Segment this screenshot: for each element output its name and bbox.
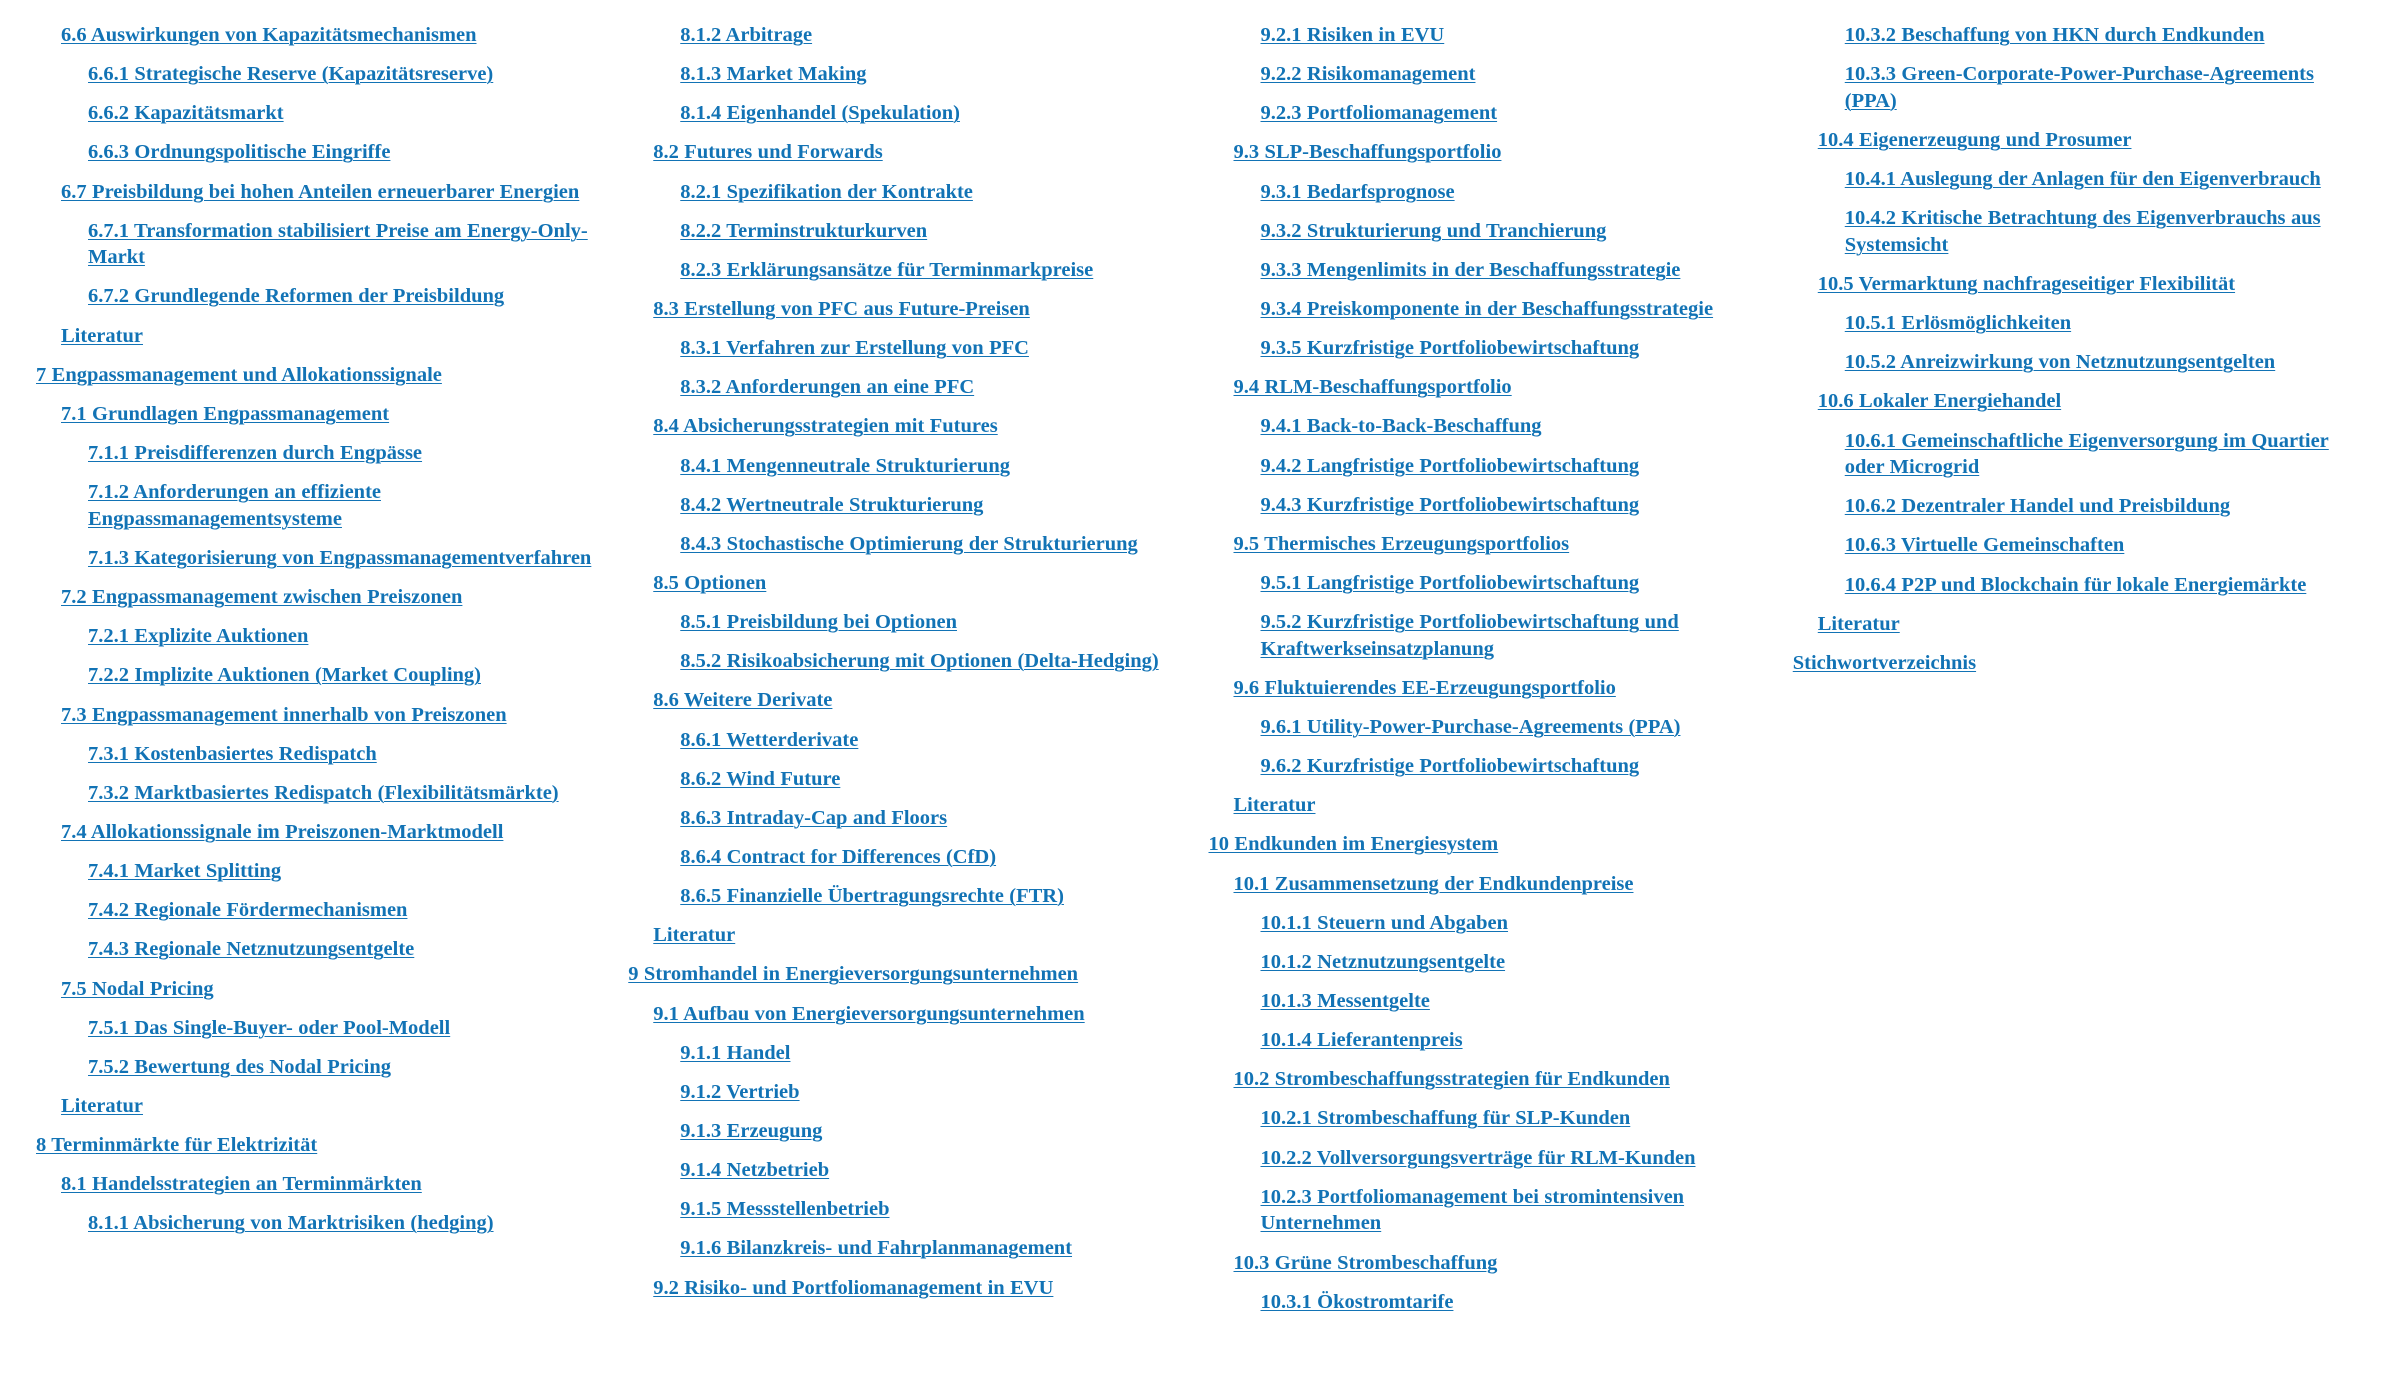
toc-entry[interactable]: 8.2.2 Terminstrukturkurven (680, 219, 928, 242)
toc-entry[interactable]: 10.2.1 Strombeschaffung für SLP-Kunden (1260, 1107, 1631, 1130)
toc-entry[interactable]: 9.3.2 Strukturierung und Tranchierung (1260, 219, 1607, 242)
toc-entry[interactable]: 10.2.2 Vollversorgungsverträge für RLM-Kunden (1260, 1146, 1696, 1169)
toc-entry[interactable]: 10.5 Vermarktung nachfrageseitiger Flexibilität (1817, 272, 2236, 295)
toc-entry[interactable]: 10.6.1 Gemeinschaftliche Eigenversorgung im Quartier oder Microgrid (1844, 429, 2329, 479)
toc-entry[interactable]: 10.1.4 Lieferantenpreis (1260, 1029, 1463, 1052)
toc-entry[interactable]: 8.2.3 Erklärungsansätze für Terminmarkpreise (680, 258, 1094, 281)
toc-column-4 (1771, 22, 2351, 1376)
toc-entry[interactable]: 10.1.1 Steuern und Abgaben (1260, 911, 1509, 934)
toc-entry[interactable]: 10.6 Lokaler Energiehandel (1817, 390, 2062, 413)
toc-entry[interactable]: 9.3 SLP-Beschaffungsportfolio (1233, 141, 1502, 164)
toc-entry[interactable]: 9.5 Thermisches Erzeugungsportfolios (1233, 532, 1570, 555)
toc-entry[interactable]: 9.3.4 Preiskomponente in der Beschaffungsstrategie (1260, 297, 1714, 320)
toc-entry[interactable]: Literatur (653, 924, 736, 947)
toc-entry[interactable]: 7.1 Grundlagen Engpassmanagement (61, 402, 390, 425)
toc-entry[interactable]: Literatur (61, 1094, 143, 1117)
toc-entry[interactable]: 9.1.4 Netzbetrieb (680, 1159, 830, 1182)
toc-entry[interactable]: 9.4 RLM-Beschaffungsportfolio (1233, 376, 1512, 399)
toc-entry[interactable]: 10.3.2 Beschaffung von HKN durch Endkunden (1844, 24, 2265, 46)
toc-entry[interactable]: 8.1.1 Absicherung von Marktrisiken (hedging) (88, 1212, 494, 1235)
toc-entry[interactable]: 8.2 Futures und Forwards (653, 141, 883, 164)
toc-entry[interactable]: 10.6.4 P2P und Blockchain für lokale Energiemärkte (1844, 573, 2307, 596)
toc-entry[interactable]: 9.4.3 Kurzfristige Portfoliobewirtschaftung (1260, 493, 1640, 516)
toc-entry[interactable]: 9.1.5 Messstellenbetrieb (680, 1198, 890, 1221)
toc-entry[interactable]: 10.1.2 Netznutzungsentgelte (1260, 950, 1506, 973)
toc-entry[interactable]: 7.3 Engpassmanagement innerhalb von Preiszonen (61, 703, 507, 726)
toc-entry[interactable]: 9.6.2 Kurzfristige Portfoliobewirtschaftung (1260, 755, 1640, 778)
toc-entry[interactable]: 6.6 Auswirkungen von Kapazitätsmechanismen (61, 24, 477, 46)
toc-entry[interactable]: Literatur (1817, 612, 1900, 635)
toc-entry[interactable]: 9.1.2 Vertrieb (680, 1080, 800, 1103)
toc-entry[interactable]: 8.1.3 Market Making (680, 63, 867, 86)
toc-entry[interactable]: 7.2.1 Explizite Auktionen (88, 625, 309, 648)
toc-entry[interactable]: 9.6.1 Utility-Power-Purchase-Agreements (PPA) (1260, 716, 1681, 739)
toc-entry[interactable]: 7.1.1 Preisdifferenzen durch Engpässe (88, 442, 423, 465)
toc-entry[interactable]: 9.5.2 Kurzfristige Portfoliobewirtschaftung und Kraftwerkseinsatzplanung (1260, 611, 1679, 660)
toc-column-1 (30, 22, 610, 1376)
toc-entry[interactable]: 7.1.2 Anforderungen an effiziente Engpassmanagementsysteme (88, 481, 381, 530)
toc-entry[interactable]: 10.4 Eigenerzeugung und Prosumer (1817, 128, 2132, 151)
toc-entry[interactable]: 10.5.2 Anreizwirkung von Netznutzungsentgelten (1844, 351, 2276, 374)
toc-entry[interactable]: 7.3.1 Kostenbasiertes Redispatch (88, 742, 377, 765)
toc-entry[interactable]: 8.1.4 Eigenhandel (Spekulation) (680, 102, 960, 125)
toc-entry[interactable]: 6.6.2 Kapazitätsmarkt (88, 102, 284, 125)
toc-entry[interactable]: 7.1.3 Kategorisierung von Engpassmanagementverfahren (88, 546, 592, 569)
toc-entry[interactable]: 9.1.3 Erzeugung (680, 1119, 823, 1142)
toc-entry[interactable]: 8.1.2 Arbitrage (680, 24, 813, 46)
toc-column-3 (1191, 22, 1771, 1376)
toc-entry[interactable]: 9.2 Risiko- und Portfoliomanagement in EVU (653, 1276, 1054, 1299)
toc-entry[interactable]: 6.7.2 Grundlegende Reformen der Preisbildung (88, 285, 505, 308)
toc-entry[interactable]: 8.6.4 Contract for Differences (CfD) (680, 845, 997, 868)
toc-entry[interactable]: 9.1 Aufbau von Energieversorgungsunternehmen (653, 1002, 1085, 1025)
toc-entry[interactable]: 8.5.1 Preisbildung bei Optionen (680, 611, 958, 634)
toc-entry[interactable]: 9.3.1 Bedarfsprognose (1260, 180, 1455, 203)
toc-entry[interactable]: Stichwortverzeichnis (1792, 651, 1977, 674)
toc-entry[interactable]: 9.5.1 Langfristige Portfoliobewirtschaftung (1260, 571, 1640, 594)
toc-entry[interactable]: 9.6 Fluktuierendes EE-Erzeugungsportfolio (1233, 676, 1616, 699)
toc-entry[interactable]: 10.6.3 Virtuelle Gemeinschaften (1844, 534, 2125, 557)
toc-entry[interactable]: 9 Stromhandel in Energieversorgungsunternehmen (628, 963, 1079, 986)
toc-entry[interactable]: 10.4.2 Kritische Betrachtung des Eigenverbrauchs aus Systemsicht (1844, 207, 2321, 256)
toc-entry[interactable]: 8.4 Absicherungsstrategien mit Futures (653, 415, 998, 438)
toc-column-2 (610, 22, 1190, 1376)
toc-entry[interactable]: 9.1.1 Handel (680, 1041, 791, 1064)
toc-entry[interactable]: 7.5.1 Das Single-Buyer- oder Pool-Modell (88, 1016, 451, 1039)
toc-entry[interactable]: 10.3 Grüne Strombeschaffung (1233, 1251, 1498, 1274)
toc-entry[interactable]: 8.6.2 Wind Future (680, 767, 841, 790)
toc-entry[interactable]: 10.3.1 Ökostromtarife (1260, 1290, 1454, 1313)
toc-entry[interactable]: 9.2.1 Risiken in EVU (1260, 24, 1445, 46)
toc-entry[interactable]: 10 Endkunden im Energiesystem (1208, 833, 1499, 856)
toc-entry[interactable]: 8.6.3 Intraday-Cap and Floors (680, 806, 948, 829)
toc-entry[interactable]: 8.5 Optionen (653, 571, 767, 594)
toc-entry[interactable]: 6.7.1 Transformation stabilisiert Preise am Energy-Only-Markt (88, 219, 588, 269)
toc-entry[interactable]: 8.4.2 Wertneutrale Strukturierung (680, 493, 984, 516)
toc-entry[interactable]: 7.2.2 Implizite Auktionen (Market Coupling) (88, 664, 481, 687)
toc-entry[interactable]: 8 Terminmärkte für Elektrizität (36, 1134, 318, 1157)
toc-entry[interactable]: 6.7 Preisbildung bei hohen Anteilen erneuerbarer Energien (61, 180, 580, 203)
toc-entry[interactable]: 8.4.1 Mengenneutrale Strukturierung (680, 454, 1010, 477)
toc-entry[interactable]: 10.2 Strombeschaffungsstrategien für Endkunden (1233, 1068, 1670, 1091)
toc-entry[interactable]: 7.3.2 Marktbasiertes Redispatch (Flexibilitätsmärkte) (88, 781, 559, 804)
toc-entry[interactable]: 7.5 Nodal Pricing (61, 977, 214, 1000)
toc-entry[interactable]: 9.1.6 Bilanzkreis- und Fahrplanmanagement (680, 1237, 1073, 1260)
toc-entry[interactable]: 9.4.2 Langfristige Portfoliobewirtschaftung (1260, 454, 1640, 477)
toc-entry[interactable]: 7.4.3 Regionale Netznutzungsentgelte (88, 938, 415, 961)
toc-entry[interactable]: 6.6.3 Ordnungspolitische Eingriffe (88, 141, 391, 164)
toc-entry[interactable]: 8.4.3 Stochastische Optimierung der Strukturierung (680, 532, 1138, 555)
toc-entry[interactable]: 7.4.1 Market Splitting (88, 860, 282, 883)
toc-entry[interactable]: 10.5.1 Erlösmöglichkeiten (1844, 312, 2072, 335)
toc-entry[interactable]: 7.5.2 Bewertung des Nodal Pricing (88, 1055, 391, 1078)
toc-entry[interactable]: 10.1.3 Messentgelte (1260, 990, 1430, 1013)
toc-entry[interactable]: 9.3.3 Mengenlimits in der Beschaffungsstrategie (1260, 258, 1681, 281)
toc-entry[interactable]: Literatur (1233, 794, 1316, 817)
toc-entry[interactable]: 8.2.1 Spezifikation der Kontrakte (680, 180, 973, 203)
toc-entry[interactable]: 9.4.1 Back-to-Back-Beschaffung (1260, 415, 1542, 438)
toc-entry[interactable]: 7 Engpassmanagement und Allokationssignale (36, 363, 442, 386)
toc-entry[interactable]: 8.6.5 Finanzielle Übertragungsrechte (FTR) (680, 885, 1064, 908)
toc-entry[interactable]: 8.3.1 Verfahren zur Erstellung von PFC (680, 337, 1029, 360)
toc-entry[interactable]: 10.6.2 Dezentraler Handel und Preisbildung (1844, 495, 2231, 518)
toc-entry[interactable]: 8.3 Erstellung von PFC aus Future-Preisen (653, 297, 1030, 320)
toc-entry[interactable]: 10.3.3 Green-Corporate-Power-Purchase-Agreements (PPA) (1844, 63, 2314, 112)
toc-entry[interactable]: 8.6.1 Wetterderivate (680, 728, 859, 751)
toc-entry[interactable]: 9.2.2 Risikomanagement (1260, 63, 1476, 86)
toc-entry[interactable]: 7.2 Engpassmanagement zwischen Preiszonen (61, 586, 463, 609)
toc-entry[interactable]: 10.4.1 Auslegung der Anlagen für den Eigenverbrauch (1844, 168, 2321, 191)
toc-entry[interactable]: 10.2.3 Portfoliomanagement bei stromintensiven Unternehmen (1260, 1185, 1685, 1235)
toc-entry[interactable]: 8.3.2 Anforderungen an eine PFC (680, 376, 975, 399)
toc-entry[interactable]: 9.3.5 Kurzfristige Portfoliobewirtschaftung (1260, 337, 1640, 360)
toc-entry[interactable]: 9.2.3 Portfoliomanagement (1260, 102, 1498, 125)
toc-entry[interactable]: 8.1 Handelsstrategien an Terminmärkten (61, 1173, 422, 1196)
toc-entry[interactable]: 6.6.1 Strategische Reserve (Kapazitätsreserve) (88, 63, 494, 86)
toc-entry[interactable]: 8.6 Weitere Derivate (653, 689, 833, 712)
toc-entry[interactable]: Literatur (61, 324, 143, 347)
toc-entry[interactable]: 7.4.2 Regionale Fördermechanismen (88, 899, 408, 922)
toc-entry[interactable]: 7.4 Allokationssignale im Preiszonen-Marktmodell (61, 820, 504, 843)
toc-entry[interactable]: 8.5.2 Risikoabsicherung mit Optionen (Delta-Hedging) (680, 650, 1159, 673)
toc-entry[interactable]: 10.1 Zusammensetzung der Endkundenpreise (1233, 872, 1634, 895)
